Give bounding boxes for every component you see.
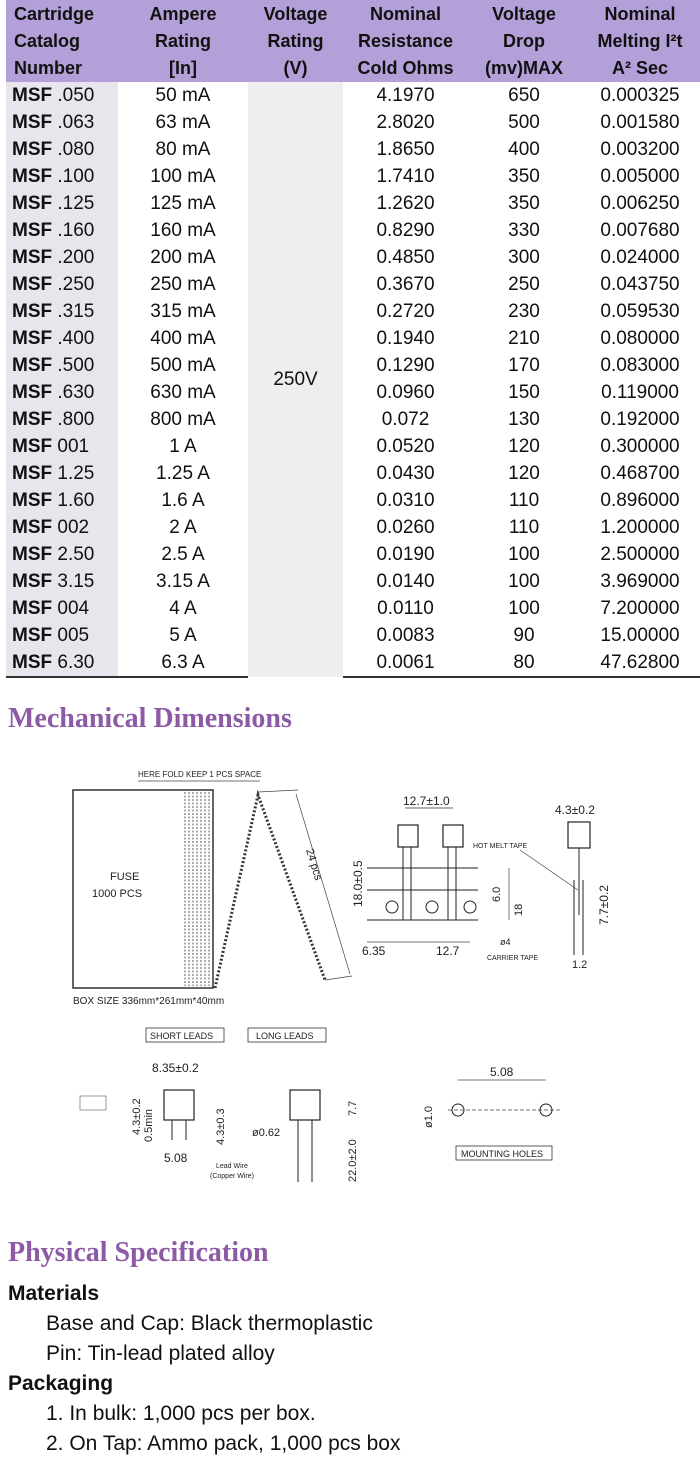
- resistance-cell: 0.0110: [377, 598, 434, 619]
- table-row: [6, 352, 700, 379]
- voltage-drop-cell: 100: [508, 544, 540, 565]
- table-row: [6, 271, 700, 298]
- table-row: [6, 622, 700, 649]
- table-row: [6, 325, 700, 352]
- mount-hole-dia-label: ø1.0: [423, 1105, 435, 1128]
- catalog-number-cell: [6, 163, 118, 190]
- resistance-cell: 0.0083: [376, 625, 435, 646]
- ampere-rating-cell: 63 mA: [155, 112, 211, 133]
- ampere-rating-cell: 80 mA: [155, 139, 211, 160]
- column-header-line: Resistance: [357, 30, 454, 51]
- long-body-h-label: 7.7: [347, 1100, 359, 1116]
- catalog-code: .160: [57, 220, 95, 241]
- melting-i2t-cell: 0.468700: [600, 463, 680, 484]
- voltage-drop-cell: 500: [508, 112, 540, 133]
- voltage-drop-cell: 170: [508, 355, 540, 376]
- ampere-rating-cell: 200 mA: [150, 247, 216, 268]
- melting-i2t-cell: 3.969000: [600, 571, 680, 592]
- catalog-code: .400: [57, 328, 95, 349]
- resistance-cell: 0.1940: [376, 328, 435, 349]
- melting-i2t-cell: 0.896000: [600, 490, 680, 511]
- catalog-code: 005: [57, 625, 90, 646]
- lead-pitch-label: 5.08: [164, 1151, 188, 1165]
- catalog-number-cell: [6, 109, 118, 136]
- catalog-code: .250: [57, 274, 95, 295]
- ampere-rating-cell: 315 mA: [150, 301, 216, 322]
- column-header: [580, 0, 700, 82]
- catalog-number-cell: [6, 271, 118, 298]
- ampere-rating-cell: 2.5 A: [161, 544, 205, 565]
- catalog-prefix: MSF: [12, 112, 53, 133]
- catalog-code: .100: [57, 166, 95, 187]
- ampere-rating-cell: 6.3 A: [118, 649, 248, 677]
- catalog-number-cell: [6, 541, 118, 568]
- catalog-code: .630: [57, 382, 95, 403]
- ampere-rating-cell: 50 mA: [155, 85, 211, 106]
- voltage-drop-cell: 150: [508, 382, 540, 403]
- box-label-fuse: FUSE: [110, 871, 140, 883]
- table-row: [6, 487, 700, 514]
- column-header-line: Nominal: [369, 3, 441, 24]
- body-height-label: 4.3±0.2: [131, 1098, 143, 1135]
- melting-i2t-cell: 1.200000: [600, 517, 680, 538]
- table-row: [6, 163, 700, 190]
- column-header-line: Cartridge: [14, 3, 95, 24]
- catalog-code: 6.30: [57, 652, 95, 673]
- carrier-tape-label: CARRIER TAPE: [487, 955, 539, 962]
- catalog-number-cell: [6, 379, 118, 406]
- packaging-item: 2. On Tap: Ammo pack, 1,000 pcs box: [46, 1432, 401, 1455]
- voltage-drop-cell: 90: [513, 625, 535, 646]
- voltage-drop-cell: 210: [508, 328, 540, 349]
- column-header: [343, 0, 468, 82]
- table-row: [6, 595, 700, 622]
- melting-i2t-cell: 0.059530: [600, 301, 680, 322]
- resistance-cell: 0.0061: [343, 649, 468, 677]
- catalog-code: 004: [57, 598, 90, 619]
- ampere-rating-cell: 500 mA: [150, 355, 216, 376]
- catalog-code: 1.25: [57, 463, 95, 484]
- side-width-label: 4.3±0.2: [555, 803, 595, 817]
- ampere-rating-cell: 125 mA: [150, 193, 216, 214]
- resistance-cell: 0.0260: [376, 517, 435, 538]
- catalog-code: .800: [57, 409, 95, 430]
- catalog-prefix: MSF: [12, 598, 53, 619]
- dim-6-label: 6.0: [491, 886, 503, 902]
- melting-i2t-cell: 0.043750: [600, 274, 680, 295]
- resistance-cell: 0.3670: [376, 274, 435, 295]
- table-header-row: [6, 0, 700, 82]
- materials-heading: Materials: [8, 1282, 100, 1305]
- resistance-cell: 0.0140: [376, 571, 435, 592]
- melting-i2t-cell: 0.300000: [600, 436, 680, 457]
- catalog-code: .500: [57, 355, 95, 376]
- column-header-line: Ampere: [149, 3, 217, 24]
- table-row: [6, 541, 700, 568]
- melting-i2t-cell: 0.003200: [600, 139, 680, 160]
- mechanical-drawing: [0, 750, 700, 1190]
- melting-i2t-cell: 0.001580: [600, 112, 680, 133]
- catalog-code: 002: [57, 517, 90, 538]
- hole-spacing-label: 5.08: [490, 1065, 514, 1079]
- voltage-drop-cell: 250: [508, 274, 540, 295]
- melting-i2t-cell: 0.000325: [600, 85, 680, 106]
- column-header-line: Drop: [503, 30, 545, 51]
- catalog-number-cell: [6, 406, 118, 433]
- voltage-drop-cell: 100: [508, 598, 540, 619]
- resistance-cell: 4.1970: [376, 85, 435, 106]
- table-body: [6, 82, 700, 677]
- table-row: [6, 406, 700, 433]
- voltage-drop-cell: 330: [508, 220, 540, 241]
- catalog-code: .200: [57, 247, 95, 268]
- melting-i2t-cell: 0.007680: [600, 220, 680, 241]
- voltage-drop-cell: 230: [508, 301, 540, 322]
- column-header-line: Rating: [267, 30, 324, 51]
- voltage-drop-cell: 110: [508, 490, 540, 511]
- resistance-cell: 1.8650: [376, 139, 435, 160]
- catalog-prefix: MSF: [12, 652, 53, 673]
- resistance-cell: 0.072: [381, 409, 430, 430]
- catalog-number-cell: [6, 595, 118, 622]
- column-header-line: Catalog: [14, 30, 81, 51]
- catalog-code: .315: [57, 301, 95, 322]
- ampere-rating-cell: 2 A: [169, 517, 197, 538]
- lead-options: [80, 1028, 359, 1182]
- resistance-cell: 0.0310: [376, 490, 435, 511]
- column-header-line: Nominal: [604, 3, 676, 24]
- melting-i2t-cell: 7.200000: [600, 598, 680, 619]
- catalog-number-cell: [6, 352, 118, 379]
- column-header: [6, 0, 118, 82]
- tape-front-view: [351, 794, 578, 962]
- ampere-rating-cell: 100 mA: [150, 166, 216, 187]
- long-lead-len-label: 22.0±2.0: [347, 1139, 359, 1182]
- lead-wire-label: Lead Wire: [216, 1163, 248, 1170]
- catalog-prefix: MSF: [12, 571, 53, 592]
- mounting-holes-drawing: [423, 1065, 560, 1160]
- voltage-drop-cell: 130: [508, 409, 540, 430]
- melting-i2t-cell: 0.005000: [600, 166, 680, 187]
- resistance-cell: 1.2620: [376, 193, 435, 214]
- table-row: [6, 298, 700, 325]
- voltage-drop-cell: 400: [508, 139, 540, 160]
- resistance-cell: 0.0190: [376, 544, 435, 565]
- melting-i2t-cell: 0.006250: [600, 193, 680, 214]
- long-leads-label: LONG LEADS: [256, 1031, 314, 1041]
- catalog-prefix: MSF: [12, 166, 53, 187]
- lead-short-len-label: 4.3±0.3: [215, 1108, 227, 1145]
- column-header-line: A² Sec: [611, 57, 669, 78]
- voltage-drop-cell: 110: [508, 517, 540, 538]
- column-header-line: Rating: [155, 30, 211, 51]
- catalog-code: 3.15: [57, 571, 95, 592]
- catalog-code: .050: [57, 85, 95, 106]
- voltage-drop-cell: 120: [508, 436, 540, 457]
- catalog-prefix: MSF: [12, 490, 53, 511]
- table-row: [6, 82, 700, 109]
- lead-min-label: 0.5min: [143, 1108, 155, 1142]
- catalog-number-cell: [6, 568, 118, 595]
- ampere-rating-cell: 1 A: [169, 436, 197, 457]
- fuse-spec-table: [6, 0, 700, 678]
- table-row: [6, 568, 700, 595]
- melting-i2t-cell: 15.00000: [600, 625, 680, 646]
- column-header-line: Voltage: [263, 3, 328, 24]
- catalog-number-cell: [6, 217, 118, 244]
- table-row: [6, 433, 700, 460]
- body-width-label: 8.35±0.2: [152, 1061, 199, 1075]
- column-header-line: [In]: [169, 57, 197, 78]
- catalog-number-cell: [6, 622, 118, 649]
- table-row: [6, 514, 700, 541]
- catalog-prefix: MSF: [12, 517, 53, 538]
- ampere-rating-cell: 4 A: [169, 598, 197, 619]
- melting-i2t-cell: 0.024000: [600, 247, 680, 268]
- voltage-drop-cell: 650: [508, 85, 540, 106]
- resistance-cell: 0.2720: [376, 301, 435, 322]
- melting-i2t-cell: 47.62800: [580, 649, 700, 677]
- tape-pitch-label: 12.7±1.0: [403, 794, 450, 808]
- table-row: [6, 649, 700, 677]
- catalog-number-cell: [6, 82, 118, 109]
- voltage-drop-cell: 350: [508, 166, 540, 187]
- catalog-number-cell: [6, 649, 118, 677]
- ampere-rating-cell: 3.15 A: [156, 571, 210, 592]
- hot-melt-tape-label: HOT MELT TAPE: [473, 843, 528, 850]
- catalog-prefix: MSF: [12, 301, 53, 322]
- catalog-prefix: MSF: [12, 355, 53, 376]
- resistance-cell: 0.8290: [376, 220, 435, 241]
- catalog-code: .080: [57, 139, 95, 160]
- pcs-count-label: 24 pcs: [303, 847, 325, 882]
- catalog-number-cell: [6, 244, 118, 271]
- column-header-line: (mv)MAX: [484, 57, 563, 78]
- catalog-code: .125: [57, 193, 95, 214]
- fold-note: HERE FOLD KEEP 1 PCS SPACE: [138, 770, 262, 779]
- hole-dia-label: ø4: [500, 937, 511, 947]
- table-row: [6, 109, 700, 136]
- table-row: [6, 379, 700, 406]
- catalog-number-cell: [6, 190, 118, 217]
- ampere-rating-cell: 5 A: [169, 625, 197, 646]
- resistance-cell: 0.4850: [376, 247, 435, 268]
- column-header-line: Number: [14, 57, 83, 78]
- packaging-heading: Packaging: [8, 1372, 114, 1395]
- melting-i2t-cell: 2.500000: [600, 544, 680, 565]
- ampere-rating-cell: 400 mA: [150, 328, 216, 349]
- tape-height-label: 18.0±0.5: [351, 860, 365, 907]
- catalog-prefix: MSF: [12, 544, 53, 565]
- table-row: [6, 244, 700, 271]
- catalog-number-cell: [6, 325, 118, 352]
- column-header-line: (V): [283, 57, 308, 78]
- catalog-number-cell: [6, 433, 118, 460]
- box-label-pcs: 1000 PCS: [92, 888, 143, 900]
- table-row: [6, 190, 700, 217]
- catalog-prefix: MSF: [12, 409, 53, 430]
- catalog-prefix: MSF: [12, 193, 53, 214]
- ampere-rating-cell: 160 mA: [150, 220, 216, 241]
- catalog-prefix: MSF: [12, 382, 53, 403]
- table-row: [6, 217, 700, 244]
- column-header-line: Voltage: [492, 3, 556, 24]
- table-row: [6, 460, 700, 487]
- catalog-code: .063: [57, 112, 95, 133]
- catalog-prefix: MSF: [12, 139, 53, 160]
- wire-dia-label: ø0.62: [252, 1127, 281, 1139]
- resistance-cell: 0.0430: [376, 463, 435, 484]
- box-size-label: BOX SIZE 336mm*261mm*40mm: [73, 996, 225, 1007]
- voltage-drop-cell: 120: [508, 463, 540, 484]
- resistance-cell: 0.0520: [376, 436, 435, 457]
- catalog-prefix: MSF: [12, 274, 53, 295]
- voltage-drop-cell: 300: [508, 247, 540, 268]
- column-header: [118, 0, 248, 82]
- catalog-number-cell: [6, 487, 118, 514]
- mounting-holes-label: MOUNTING HOLES: [461, 1149, 544, 1159]
- ampere-rating-cell: 800 mA: [150, 409, 216, 430]
- voltage-drop-cell: 100: [508, 571, 540, 592]
- catalog-number-cell: [6, 514, 118, 541]
- side-height-label: 7.7±0.2: [597, 885, 611, 925]
- materials-item: Base and Cap: Black thermoplastic: [46, 1312, 373, 1335]
- catalog-prefix: MSF: [12, 85, 53, 106]
- ampere-rating-cell: 630 mA: [150, 382, 216, 403]
- resistance-cell: 2.8020: [376, 112, 435, 133]
- melting-i2t-cell: 0.083000: [600, 355, 680, 376]
- melting-i2t-cell: 0.192000: [600, 409, 680, 430]
- materials-item: Pin: Tin-lead plated alloy: [46, 1342, 275, 1365]
- ampere-rating-cell: 250 mA: [150, 274, 216, 295]
- resistance-cell: 0.1290: [376, 355, 435, 376]
- column-header-line: Cold Ohms: [357, 57, 454, 78]
- copper-wire-label: (Copper Wire): [210, 1173, 254, 1180]
- catalog-code: 1.60: [57, 490, 95, 511]
- side-thick-label: 1.2: [572, 959, 588, 971]
- dim-18-label: 18: [513, 903, 525, 916]
- column-header: [248, 0, 343, 82]
- dim-6-35-label: 6.35: [362, 944, 386, 958]
- resistance-cell: 0.0960: [376, 382, 435, 403]
- catalog-prefix: MSF: [12, 436, 53, 457]
- catalog-prefix: MSF: [12, 625, 53, 646]
- table-row: [6, 136, 700, 163]
- melting-i2t-cell: 0.080000: [600, 328, 680, 349]
- voltage-drop-cell: 80: [468, 649, 580, 677]
- catalog-number-cell: [6, 460, 118, 487]
- catalog-prefix: MSF: [12, 247, 53, 268]
- packaging-item: 1. In bulk: 1,000 pcs per box.: [46, 1402, 316, 1425]
- catalog-prefix: MSF: [12, 220, 53, 241]
- catalog-number-cell: [6, 136, 118, 163]
- mechanical-dimensions-title: Mechanical Dimensions: [8, 703, 292, 734]
- catalog-code: 001: [57, 436, 90, 457]
- catalog-prefix: MSF: [12, 463, 53, 484]
- catalog-prefix: MSF: [12, 328, 53, 349]
- catalog-code: 2.50: [57, 544, 95, 565]
- short-leads-label: SHORT LEADS: [150, 1031, 214, 1041]
- ammo-box-drawing: [73, 770, 352, 1007]
- melting-i2t-cell: 0.119000: [601, 382, 679, 403]
- ampere-rating-cell: 1.25 A: [156, 463, 210, 484]
- voltage-drop-cell: 350: [508, 193, 540, 214]
- column-header-line: Melting I²t: [597, 30, 683, 51]
- column-header: [468, 0, 580, 82]
- voltage-rating-cell: 250V: [248, 82, 343, 677]
- resistance-cell: 1.7410: [376, 166, 435, 187]
- tape-side-view: [555, 803, 611, 971]
- catalog-number-cell: [6, 298, 118, 325]
- dim-12-7-label: 12.7: [436, 944, 460, 958]
- ampere-rating-cell: 1.6 A: [161, 490, 205, 511]
- physical-specification-title: Physical Specification: [8, 1237, 269, 1268]
